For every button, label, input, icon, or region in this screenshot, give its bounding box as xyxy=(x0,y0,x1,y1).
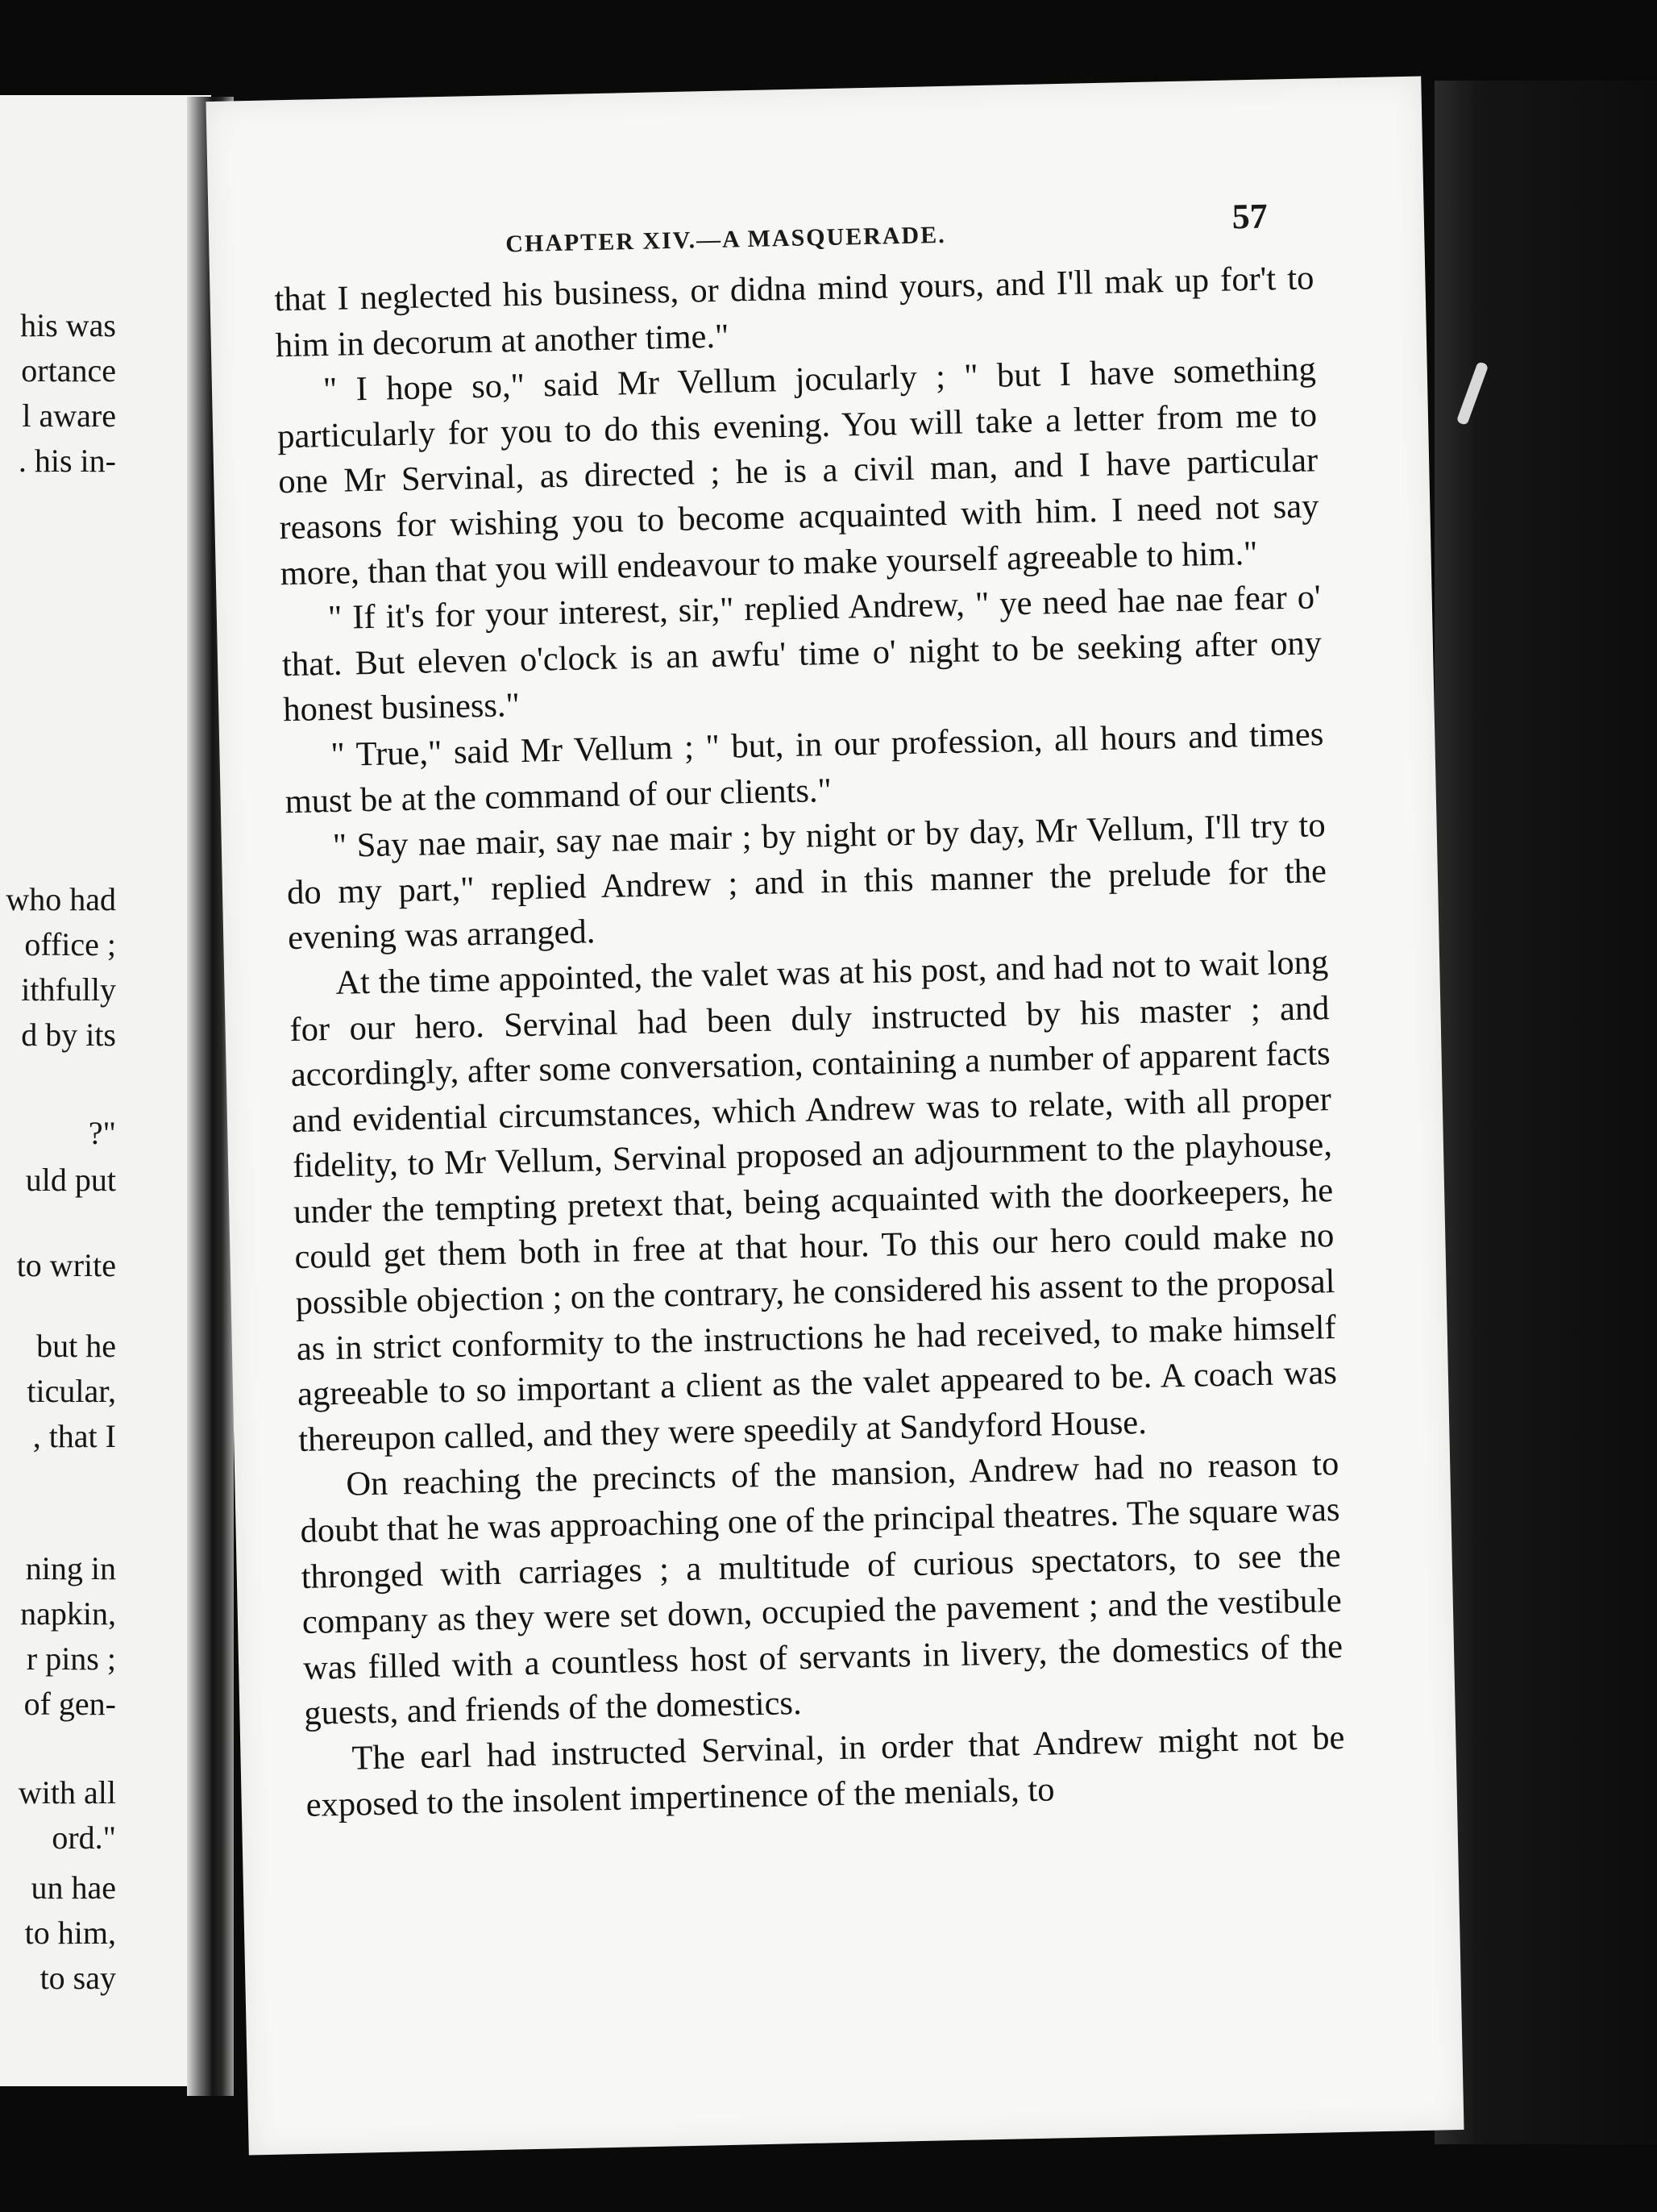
left-page-line: to him, xyxy=(24,1915,116,1951)
page-number: 57 xyxy=(1231,196,1269,237)
left-page-line: but he xyxy=(36,1328,116,1364)
left-page-line: napkin, xyxy=(20,1595,116,1632)
left-page-line: ithfully xyxy=(21,971,116,1008)
paragraph: " Say nae mair, say nae mair ; by night or by day, Mr Vellum, I'll try to do my part," replied Andrew ; and in this manner the prelude for the evening was arranged. xyxy=(286,806,1327,958)
left-page-line: , that I xyxy=(32,1418,116,1454)
left-page-line: ord." xyxy=(52,1819,116,1856)
paragraph: " True," said Mr Vellum ; " but, in our profession, all hours and times must be at the command of our clients." xyxy=(284,715,1324,821)
left-page-line: r pins ; xyxy=(26,1640,116,1677)
paragraph: On reaching the precincts of the mansion, Andrew had no reason to doubt that he was approaching one of the principal theatres. The square was thronged with carriages ; a multitude of curious spectators, to see the company as they were set down, occupied the pavement ; and the vestibule was filled with a countless host of servants in livery, the domestics of the guests, and friends of the domestics. xyxy=(300,1445,1343,1733)
left-page-line: office ; xyxy=(24,926,116,963)
running-head: CHAPTER XIV.—A MASQUERADE. xyxy=(505,221,947,258)
left-page-line: who had xyxy=(6,881,116,917)
left-page-line: ning in xyxy=(25,1550,116,1586)
left-page-line: d by its xyxy=(21,1017,116,1053)
left-page-line: l aware xyxy=(22,397,116,434)
paragraph: At the time appointed, the valet was at his post, and had not to wait long for our hero. Servinal had been duly instructed by his master ; and accordingly, after some conversation, containing a number of apparent facts and evidential circumstances, which Andrew was to relate, with all proper fidelity, to Mr Vellum, Servinal proposed an adjournment to the playhouse, under the tempting pretext that, being acquainted with the doorkeepers, he could get them both in free at that hour. To this our hero could make no possible objection ; on the contrary, he considered his assent to the proposal as in strict conformity to the instructions he had received, to make himself agreeable to so important a client as the valet appeared to be. A coach was thereupon called, and they were speedily at Sandyford House. xyxy=(289,943,1338,1459)
right-page xyxy=(206,76,1464,2155)
paragraph: " If it's for your interest, sir," replied Andrew, " ye need hae nae fear o' that. But eleven o'clock is an awfu' time o' night to be seeking after ony honest business." xyxy=(281,578,1323,730)
left-facing-page xyxy=(0,95,211,2086)
left-page-line: his was xyxy=(20,307,116,343)
left-page-line: of gen- xyxy=(23,1686,116,1722)
left-page-line: ticular, xyxy=(27,1373,116,1409)
left-page-line: to say xyxy=(39,1960,116,1996)
paragraph: " I hope so," said Mr Vellum jocularly ; " but I have something particularly for you to do this evening. You will take a letter from me to one Mr Servinal, as directed ; he is a civil man, and I have particular reasons for wishing you to become acquainted with him. I need not say more, than that you will endeavour to make yourself agreeable to him." xyxy=(276,350,1319,592)
paragraph: that I neglected his business, or didna mind yours, and I'll mak up for't to him in decorum at another time." xyxy=(274,259,1314,364)
left-page-line: ?" xyxy=(88,1115,116,1151)
left-page-line: with all xyxy=(18,1774,116,1811)
paragraph: The earl had instructed Servinal, in order that Andrew might not be exposed to the insolent impertinence of the menials, to xyxy=(305,1718,1345,1824)
left-page-line: ortance xyxy=(21,352,116,389)
left-page-line: to write xyxy=(16,1247,116,1283)
left-page-line: un hae xyxy=(31,1869,116,1906)
left-page-line: uld put xyxy=(25,1162,116,1198)
body-text xyxy=(274,256,1346,1828)
left-page-line: . his in- xyxy=(18,443,116,479)
